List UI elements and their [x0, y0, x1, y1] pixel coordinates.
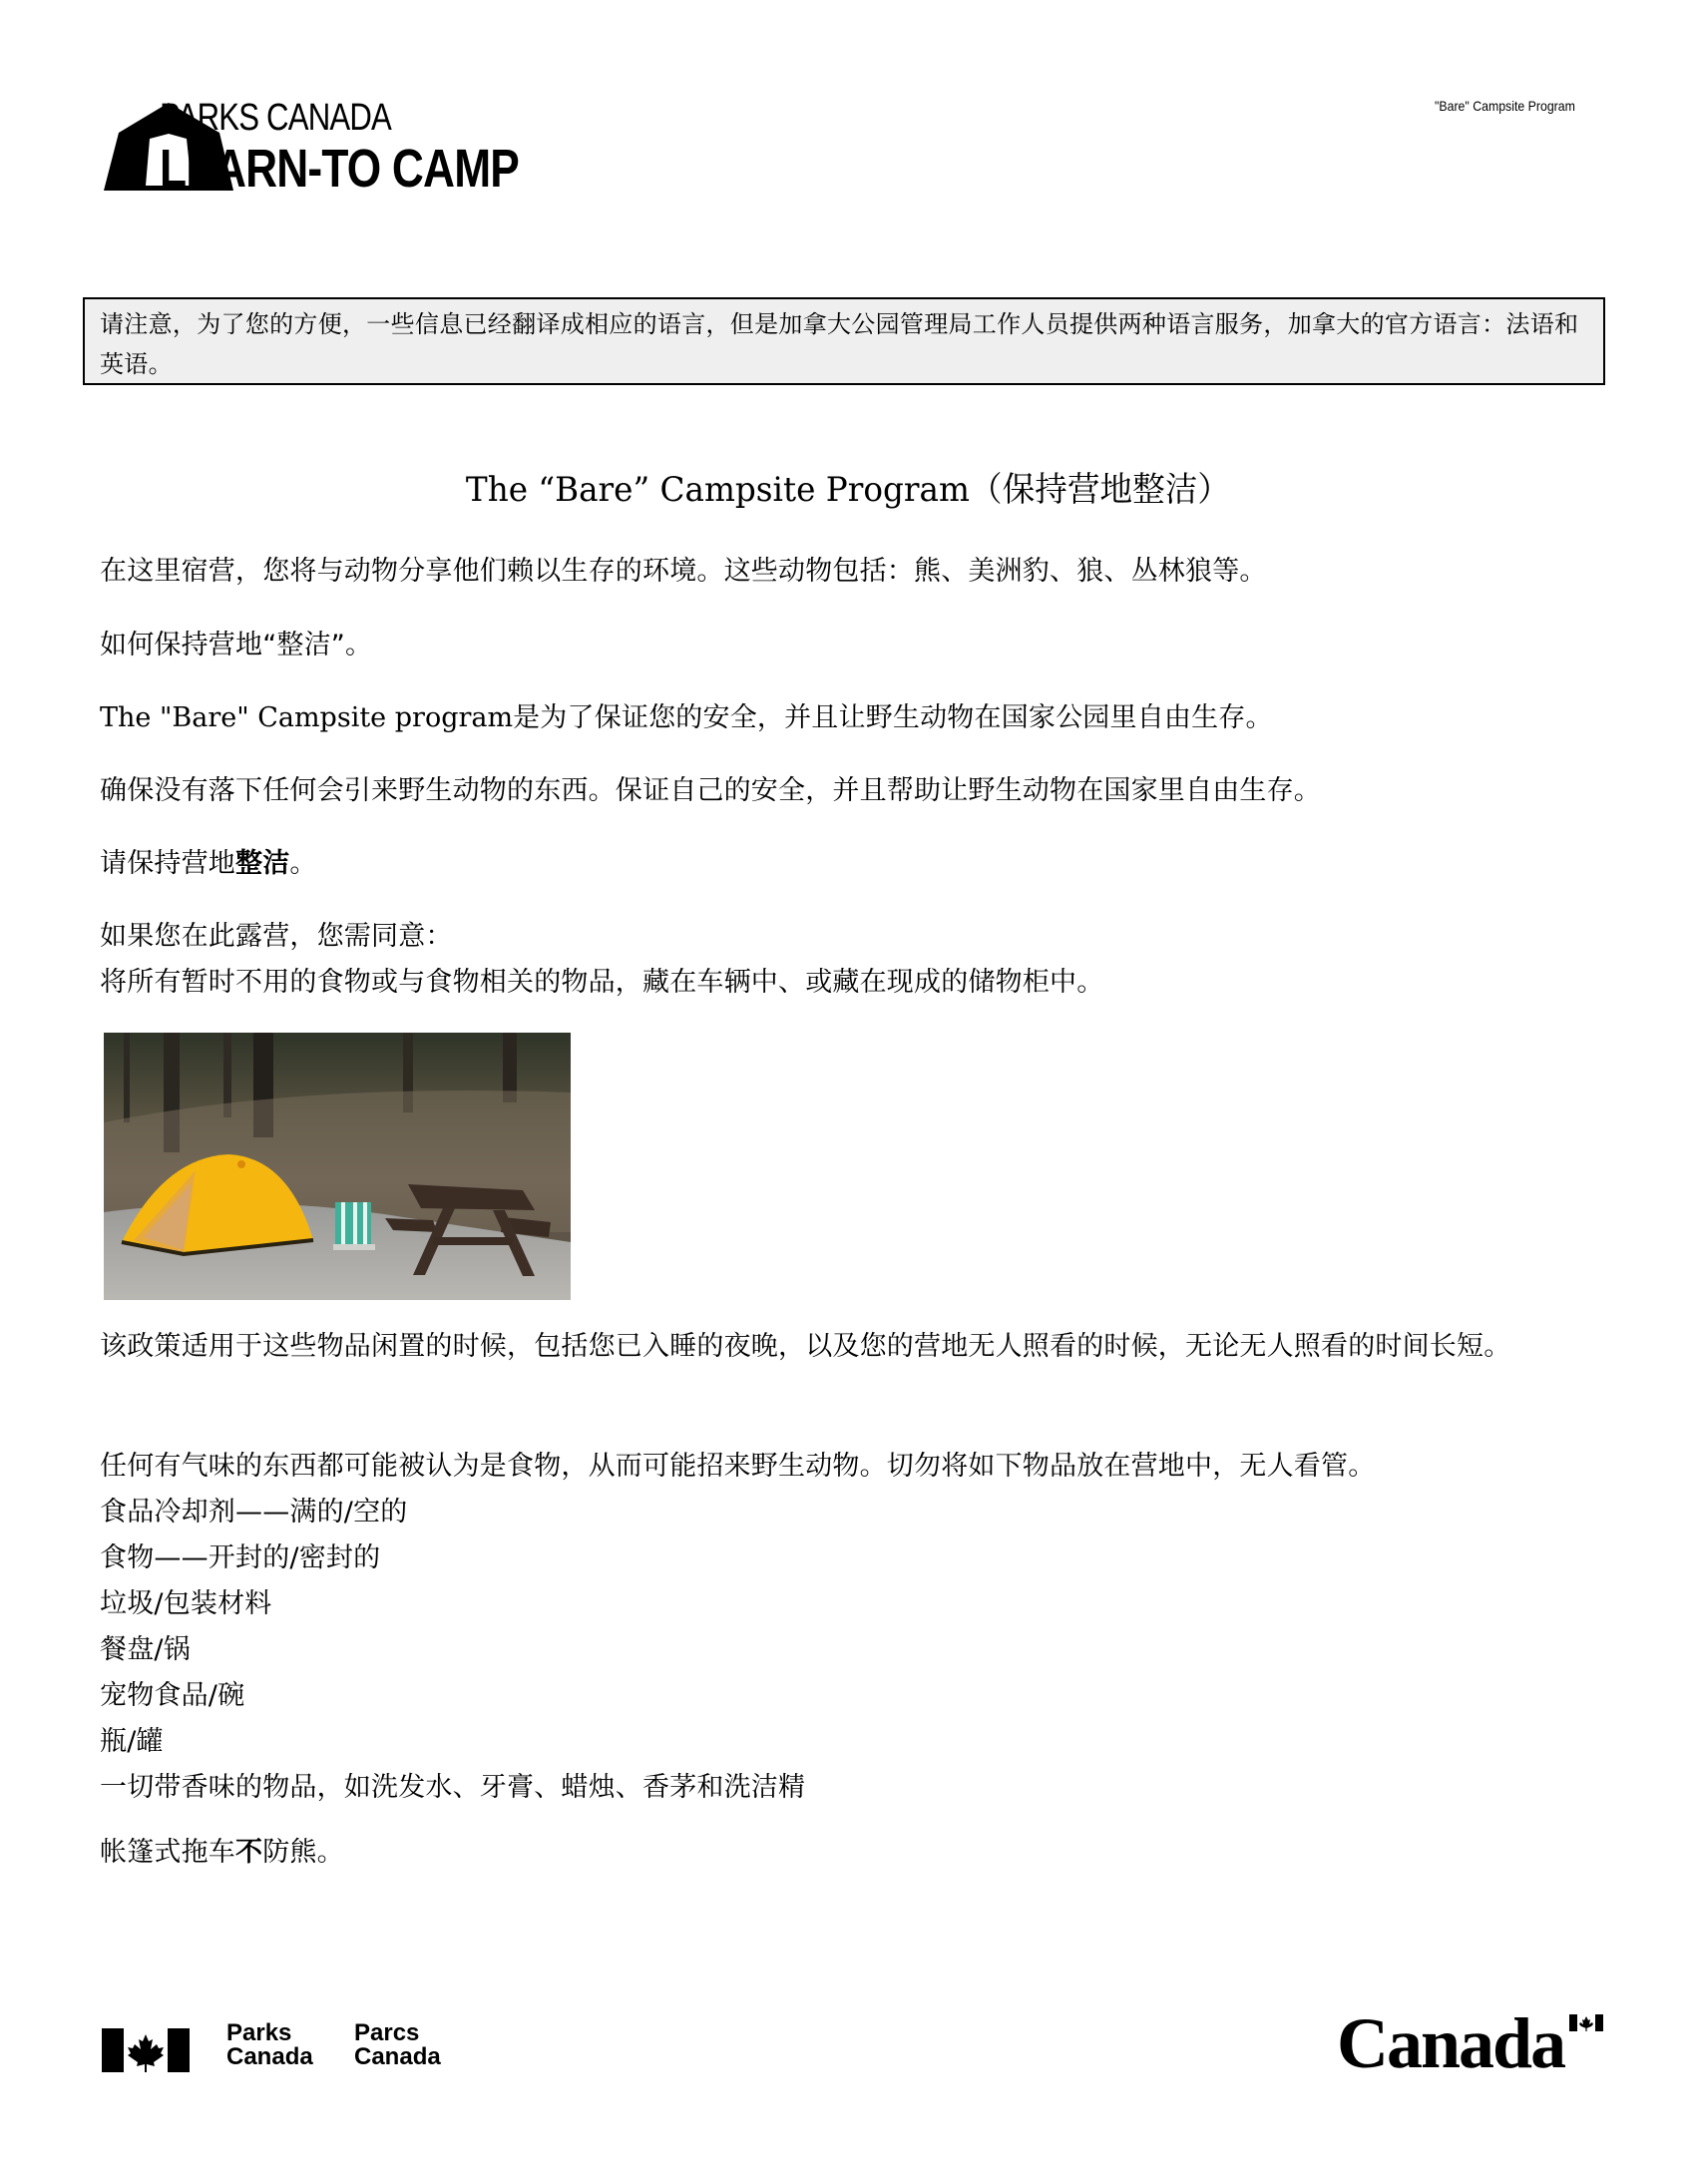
translation-notice: [83, 297, 1605, 385]
agreement-line-2: 将所有暂时不用的食物或与食物相关的物品，藏在车辆中、或藏在现成的储物柜中。: [100, 967, 1104, 998]
keep-bare-emphasis: 整洁: [235, 848, 290, 879]
list-item: 瓶/罐: [100, 1726, 164, 1757]
signature-parcs-canada: [354, 2021, 441, 2069]
list-item: 食物——开封的/密封的: [100, 1542, 381, 1573]
tent-trailer-warning: [100, 1830, 1606, 1876]
list-item: 一切带香味的物品，如洗发水、牙膏、蜡烛、香茅和洗洁精: [100, 1772, 806, 1803]
safety-paragraph: 确保没有落下任何会引来野生动物的东西。保证自己的安全，并且帮助让野生动物在国家里自由生存。: [100, 775, 1321, 806]
list-item: 垃圾/包装材料: [100, 1588, 272, 1619]
program-name: The "Bare" Campsite program: [100, 702, 514, 733]
signature-fr-line2: Canada: [354, 2043, 441, 2070]
signature-en-line2: Canada: [226, 2043, 313, 2070]
tent-trailer-emphasis: 不: [235, 1837, 263, 1868]
scented-items-intro: 任何有气味的东西都可能被认为是食物，从而可能招来野生动物。切勿将如下物品放在营地中，无人看管。: [100, 1451, 1376, 1482]
scented-items-paragraph: [100, 1444, 1606, 1811]
tent-trailer-pre: 帐篷式拖车: [100, 1837, 235, 1868]
logo-title-parks-canada: PARKS CANADA: [160, 97, 392, 139]
signature-fr-line1: Parcs: [354, 2019, 420, 2046]
canada-flag-icon: [102, 2028, 190, 2072]
keep-bare-pre: 请保持营地: [100, 848, 235, 879]
agreement-line-1: 如果您在此露营，您需同意：: [100, 921, 453, 952]
list-item: 餐盘/锅: [100, 1634, 191, 1665]
running-header: "Bare" Campsite Program: [1435, 98, 1575, 114]
list-item: 食品冷却剂——满的/空的: [100, 1497, 408, 1528]
intro-paragraph: 在这里宿营，您将与动物分享他们赖以生存的环境。这些动物包括：熊、美洲豹、狼、丛林狼等。: [100, 556, 1267, 587]
logo-title-learn-to-camp: LEARN-TO CAMP: [160, 139, 519, 199]
canada-wordmark: Canada: [1337, 2003, 1565, 2083]
program-purpose-paragraph: [100, 695, 1606, 741]
agreement-paragraph: [100, 914, 1606, 1006]
page-title: The “Bare” Campsite Program（保持营地整洁）: [465, 470, 1231, 510]
item-list: [100, 1490, 1606, 1811]
tent-trailer-post: 防熊。: [262, 1837, 344, 1868]
list-item: 宠物食品/碗: [100, 1680, 245, 1711]
campsite-photo: [104, 1033, 571, 1300]
how-to-keep-bare-paragraph: 如何保持营地“整洁”。: [100, 630, 373, 660]
program-purpose-text: 是为了保证您的安全，并且让野生动物在国家公园里自由生存。: [513, 702, 1273, 733]
signature-en-line1: Parks: [226, 2019, 292, 2046]
wordmark-flag-icon: [1569, 2014, 1603, 2031]
keep-bare-paragraph: [100, 841, 1606, 887]
policy-paragraph: 该政策适用于这些物品闲置的时候，包括您已入睡的夜晚，以及您的营地无人照看的时候，无论无人照看的时间长短。: [100, 1331, 1511, 1362]
keep-bare-post: 。: [289, 848, 317, 879]
signature-parks-canada: [226, 2021, 313, 2069]
notice-text: 请注意，为了您的方便，一些信息已经翻译成相应的语言，但是加拿大公园管理局工作人员提供两种语言服务，加拿大的官方语言：法语和英语。: [100, 310, 1579, 378]
